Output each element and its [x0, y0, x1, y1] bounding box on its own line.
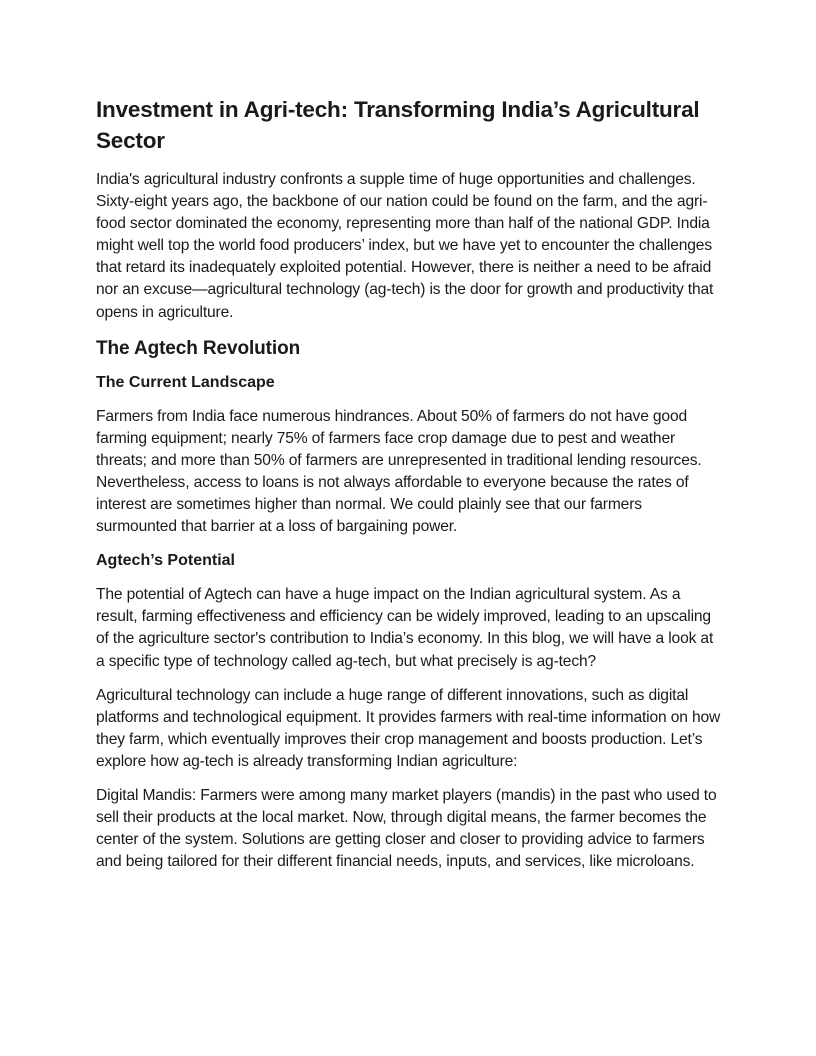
document-page	[96, 94, 721, 885]
subheading-agtech-potential: Agtech’s Potential	[96, 552, 235, 570]
potential-paragraph-1: The potential of Agtech can have a huge impact on the Indian agricultural system. As a result, farming effectiveness and efficiency can be widely improved, leading to an upscaling of the agriculture sector's contribution to India’s economy. In this blog, we will have a look at a specific type of technology called ag-tech, but what precisely is ag-tech?	[96, 586, 714, 670]
landscape-paragraph: Farmers from India face numerous hindrances. About 50% of farmers do not have good farming equipment; nearly 75% of farmers face crop damage due to pest and weather threats; and more than 50% of farmers are unrepresented in traditional lending resources. Nevertheless, access to loans is not always affordable to everyone because the rates of interest are sometimes higher than normal. We could plainly see that our farmers surmounted that barrier at a loss of bargaining power.	[96, 407, 702, 536]
intro-paragraph: India's agricultural industry confronts a supple time of huge opportunities and challenges. Sixty-eight years ago, the backbone of our nation could be found on the farm, and the agri-food sector dominated the economy, representing more than half of the national GDP. India might well top the world food producers’ index, but we have yet to encounter the challenges that retard its inadequately exploited potential. However, there is neither a need to be afraid nor an excuse—agricultural technology (ag-tech) is the door for growth and productivity that opens in agriculture.	[96, 171, 714, 321]
section-heading-agtech-revolution: The Agtech Revolution	[96, 337, 301, 359]
document-title: Investment in Agri-tech: Transforming India’s Agricultural Sector	[96, 97, 700, 153]
potential-paragraph-2: Agricultural technology can include a huge range of different innovations, such as digital platforms and technological equipment. It provides farmers with real-time information on how they farm, which eventually improves their crop management and boosts production. Let’s explore how ag-tech is already transforming Indian agriculture:	[96, 686, 721, 770]
digital-mandis-paragraph: Digital Mandis: Farmers were among many market players (mandis) in the past who used to sell their products at the local market. Now, through digital means, the farmer becomes the center of the system. Solutions are getting closer and closer to providing advice to farmers and being tailored for their different financial needs, inputs, and services, like microloans.	[96, 786, 717, 871]
subheading-current-landscape: The Current Landscape	[96, 373, 275, 391]
